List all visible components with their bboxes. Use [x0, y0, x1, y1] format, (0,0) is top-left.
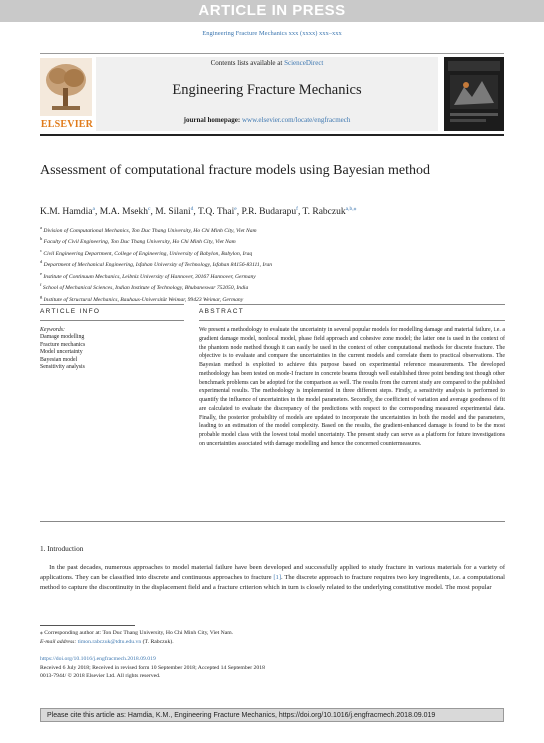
affiliation: $^d$ Department of Mechanical Engineering, Isfahan University of Technology, Isfahan 84156-83111, Iran [40, 259, 273, 269]
abstract-rule-top [199, 304, 505, 305]
email-line: E-mail address: timon.rabczuk@tdtu.edu.vn (T. Rabczuk). [40, 638, 174, 645]
journal-reference[interactable]: Engineering Fracture Mechanics xxx (xxxx) xxx–xxx [202, 30, 342, 37]
footnote-rule [40, 625, 135, 626]
homepage-link[interactable]: www.elsevier.com/locate/engfracmech [241, 116, 351, 124]
author: M. Silani$^d$, [155, 206, 198, 218]
introduction-heading: 1. Introduction [40, 544, 84, 553]
keyword: Bayesian model [40, 356, 78, 363]
citation-link[interactable]: [1] [273, 574, 282, 582]
corresponding-author-note: ⁎ Corresponding author at: Ton Duc Thang University, Ho Chi Minh City, Viet Nam. [40, 630, 234, 636]
author: T. Rabczuk$^{a,b,⁎}$ [302, 206, 357, 218]
keyword: Damage modelling [40, 334, 85, 341]
abstract-heading: ABSTRACT [199, 308, 245, 315]
sciencedirect-link[interactable]: ScienceDirect [284, 59, 324, 67]
abstract-text: We present a methodology to evaluate the uncertainty in several popular models for modelling damage and material failure, i.e. a gradient damage model, nonlocal model, phase field approach and cohesive zone model; the latter one is used in the context of the phantom node method though it can easily be used in the context of other computational methods for discrete fracture. The objective is to evaluate and compare the uncertainties in the current models and correlate them to practical observations. The Bayesian method is exploited to achieve this purpose based on experimental reference measurements. The developed methodology has been tested on mode-I fracture in concrete beams through well established three point bending test though other benchmark problems can be adopted for the comparison as well. The results from the current study are compared to the published experimental results. The methodology is implemented in three different steps. Firstly, a sensitivity analysis is performed to quantify the influence of uncertainties in the model parameters. Secondly, the coefficient of variation and average goodness of fit are calculated to evaluate the discrepancy of the predictions with respect to the corresponding measured experimental data. Finally, the posterior probability of models are updated to incorporate the uncertainties in both the model and the parameters, leading to an estimation of the model complexity. Based on the results, the gradient-enhanced damage is found to be the most probable model class with the lowest total model uncertainty. The present study can serve as a platform for future investigations on uncertainties associated with damage modelling and hence the concerned countermeasures. [199, 327, 505, 447]
keyword: Model uncertainty [40, 349, 83, 356]
citation-box: Please cite this article as: Hamdia, K.M., Engineering Fracture Mechanics, https://doi.org/10.1016/j.engfracmech.2018.09.019 [40, 708, 504, 722]
contents-line [96, 59, 438, 67]
header-rule-top [40, 53, 504, 54]
article-title: Assessment of computational fracture models using Bayesian method [40, 163, 430, 178]
article-info-heading: ARTICLE INFO [40, 308, 101, 315]
introduction-paragraph: In the past decades, numerous approaches to model material failure have been developed and successfully applied to study fracture in various materials for a variety of applications. They can be classified into discrete and continuous approaches to fracture [1]. The discrete approach to fracture requires two key ingredients, i.e. a computational method to capture the discontinuity in the displacement field and a fracture criterion which in turn is closely related to the underlying constitutive model. The most popular [40, 564, 506, 592]
abstract-end-rule [40, 521, 505, 522]
copyright: 0013-7944/ © 2018 Elsevier Ltd. All rights reserved. [40, 673, 161, 680]
header-rule-bottom [40, 134, 504, 136]
affiliation: $^b$ Faculty of Civil Engineering, Ton Duc Thang University, Ho Chi Minh City, Viet Nam [40, 236, 236, 246]
article-meta [40, 655, 505, 681]
article-info-rule-bottom [40, 320, 184, 321]
journal-title: Engineering Fracture Mechanics [172, 82, 362, 98]
affiliation: $^f$ School of Mechanical Sciences, Indian Institute of Technology, Bhubaneswar 752050, India [40, 282, 249, 292]
doi-link[interactable]: https://doi.org/10.1016/j.engfracmech.2018.09.019 [40, 656, 156, 662]
affiliation: $^c$ Civil Engineering Department, College of Engineering, University of Babylon, Babylon, Iraq [40, 247, 253, 257]
author: M.A. Msekh$^c$, [99, 206, 156, 218]
keywords-label: Keywords: [40, 327, 65, 333]
email-label: E-mail address: [40, 638, 77, 645]
keyword: Fracture mechanics [40, 341, 86, 348]
keyword: Sensitivity analysis [40, 364, 85, 371]
affiliation-list [40, 224, 510, 304]
keywords-block [40, 327, 180, 371]
abstract-rule-bottom [199, 320, 505, 321]
author: T.Q. Thai$^e$, [197, 206, 242, 218]
author: K.M. Hamdia$^a$, [40, 206, 100, 218]
article-info-rule-top [40, 304, 184, 305]
received-dates: Received 6 July 2018; Received in revised form 10 September 2018; Accepted 14 September 2018 [40, 664, 265, 671]
homepage-label: journal homepage: [183, 116, 241, 124]
contents-prefix: Contents lists available at [210, 59, 283, 67]
affiliation: $^a$ Division of Computational Mechanics, Ton Duc Thang University, Ho Chi Minh City, Viet Nam [40, 225, 257, 234]
footnote [40, 629, 505, 646]
journal-cover-thumbnail [444, 57, 504, 131]
journal-homepage-line [96, 116, 438, 124]
author: P.R. Budarapu$^f$, [241, 206, 303, 218]
author-list [40, 206, 510, 217]
affiliation: $^g$ Institute of Structural Mechanics, Bauhaus-Universität Weimar, 99423 Weimar, Germany [40, 293, 244, 303]
elsevier-wordmark: ELSEVIER [40, 119, 94, 130]
affiliation: $^e$ Institute of Continuum Mechanics, Leibniz University of Hannover, 30167 Hannover, Germany [40, 270, 256, 280]
article-in-press-banner: ARTICLE IN PRESS [0, 0, 544, 22]
email-link[interactable]: timon.rabczuk@tdtu.edu.vn [77, 638, 142, 645]
